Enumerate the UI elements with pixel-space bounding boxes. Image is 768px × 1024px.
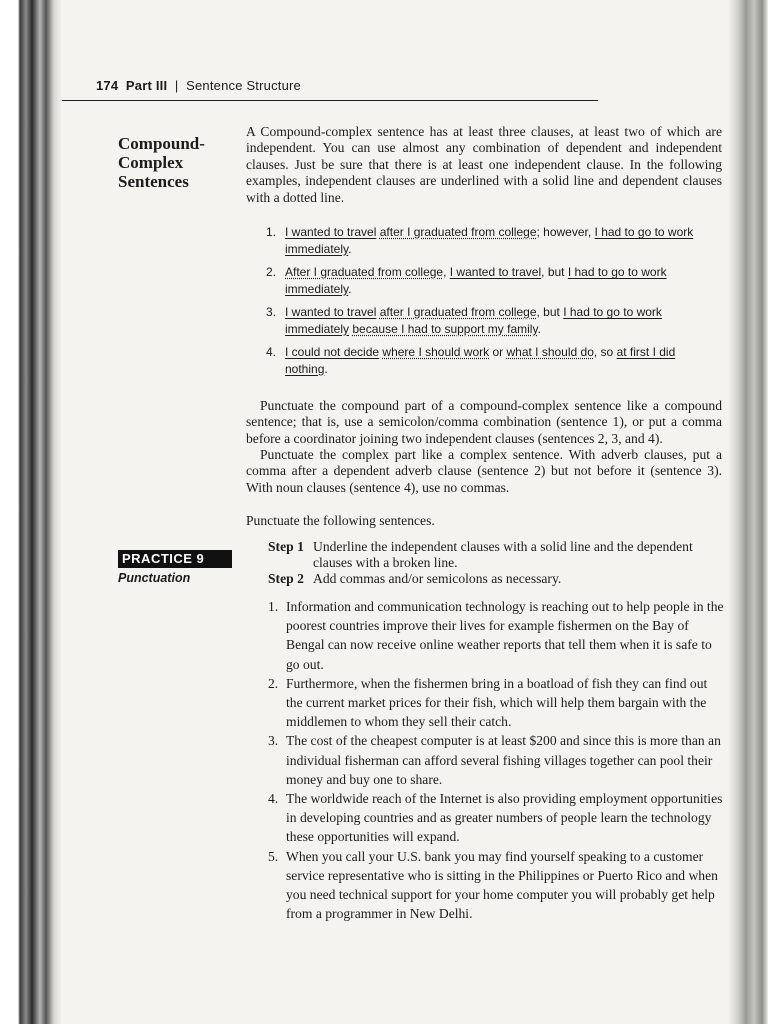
independent-clause: I wanted to travel (449, 265, 542, 279)
practice-item (268, 597, 724, 674)
running-header (96, 78, 598, 93)
connector-text: . (348, 281, 352, 296)
item-number: 2. (268, 675, 279, 691)
step-text: Underline the independent clauses with a solid line and the dependent clauses with a broken line. (313, 539, 693, 570)
independent-clause: I had to go to work immediately (285, 305, 662, 336)
example-item (266, 224, 706, 257)
item-number: 1. (268, 599, 279, 614)
connector-text: , but (541, 265, 568, 279)
independent-clause: I wanted to travel (285, 225, 377, 239)
side-heading-line-2: Complex (118, 153, 184, 172)
example-number: 1. (266, 225, 277, 239)
independent-clause: at first I did nothing (285, 345, 676, 376)
item-text: Information and communication technology is reaching out to help people in the poorest countries improve their lives for example fishermen on the Bay of Bengal can now receive online weather reports that tell them when it is safe to go out. (286, 599, 724, 672)
dependent-clause: after I graduated from college (379, 305, 537, 319)
practice-list (268, 597, 724, 923)
independent-clause: I had to go to work immediately (285, 265, 667, 296)
item-number: 5. (268, 848, 279, 864)
connector-text: ; however, (536, 225, 595, 239)
connector-text: or (489, 345, 507, 359)
connector-text: , so (593, 345, 617, 359)
dependent-clause: After I graduated from college (285, 265, 444, 279)
practice-badge: PRACTICE 9 (118, 550, 232, 568)
practice-item (268, 847, 724, 924)
punctuation-paragraph-2: Punctuate the complex part like a complex sentence. With adverb clauses, put a comma after a dependent adverb clause (sentence 2) but not before it (sentence 3). With noun clauses (sentence 4), use no commas. (246, 447, 722, 495)
scan-left-edge (0, 0, 62, 1024)
intro-paragraph: A Compound-complex sentence has at least three clauses, at least two of which are independent. You can use almost any combination of dependent and independent clauses. Just be sure that there is at least one independent clause. In the following examples, independent clauses are underlined with a solid line and dependent clauses with a dotted line. (246, 124, 722, 205)
connector-text: . (324, 361, 328, 376)
item-number: 3. (268, 733, 279, 749)
example-item (266, 264, 706, 297)
instruction-line: Punctuate the following sentences. (246, 513, 435, 528)
scan-right-edge (728, 0, 768, 1024)
practice-item (268, 674, 724, 732)
connector-text: . (348, 241, 352, 256)
step-2 (268, 571, 720, 587)
step-1 (268, 539, 720, 570)
section-title: Sentence Structure (186, 78, 301, 93)
item-text: The worldwide reach of the Internet is also providing employment opportunities in developing countries and as greater numbers of people learn the technology these opportunities will expand. (286, 791, 723, 845)
dependent-clause: because I had to support my family (352, 321, 538, 336)
header-rule (62, 100, 598, 101)
step-label: Step 1 (268, 539, 304, 554)
punctuation-paragraph-1: Punctuate the compound part of a compound-complex sentence like a compound sentence; that is, use a semicolon/comma combination (sentence 1), or put a comma before a coordinator joining two independent clauses (sentences 2, 3, and 4). (246, 398, 722, 446)
step-label: Step 2 (268, 571, 304, 586)
item-text: The cost of the cheapest computer is at least $200 and since this is more than an individual fisherman can afford several fishing villages together can pool their money and buy one to share. (286, 733, 721, 787)
independent-clause: I had to go to work immediately (285, 225, 694, 256)
independent-clause: I could not decide (285, 345, 380, 359)
example-list (266, 224, 706, 384)
item-number: 4. (268, 791, 279, 807)
practice-item (268, 731, 724, 789)
item-text: When you call your U.S. bank you may find yourself speaking to a customer service representative who is sitting in the Philippines or Puerto Rico and when you need technical support for your home computer you will probably get help from a programmer in New Delhi. (286, 848, 718, 922)
example-item (266, 304, 706, 337)
connector-text: . (537, 321, 541, 336)
side-heading-line-1: Compound- (118, 134, 205, 153)
connector-text: , but (536, 305, 564, 319)
step-text: Add commas and/or semicolons as necessary. (313, 571, 562, 586)
dependent-clause: where I should work (382, 345, 490, 359)
side-heading (118, 134, 238, 191)
example-item (266, 344, 706, 377)
part-label: Part III (125, 78, 168, 93)
connector-text: , (443, 265, 450, 279)
item-text: Furthermore, when the fishermen bring in a boatload of fish they can find out the current market prices for their fish, which will help them bargain with the middlemen to whom they sell their catch. (286, 675, 708, 730)
example-number: 4. (266, 345, 277, 359)
dependent-clause: after I graduated from college (379, 225, 537, 239)
side-heading-line-3: Sentences (118, 172, 189, 191)
example-number: 3. (266, 305, 277, 319)
practice-subtitle: Punctuation (118, 571, 191, 585)
header-separator: | (174, 78, 179, 93)
page-number: 174 (96, 78, 119, 93)
dependent-clause: what I should do (506, 345, 594, 359)
example-number: 2. (266, 265, 277, 279)
independent-clause: I wanted to travel (285, 305, 377, 319)
practice-item (268, 789, 724, 847)
